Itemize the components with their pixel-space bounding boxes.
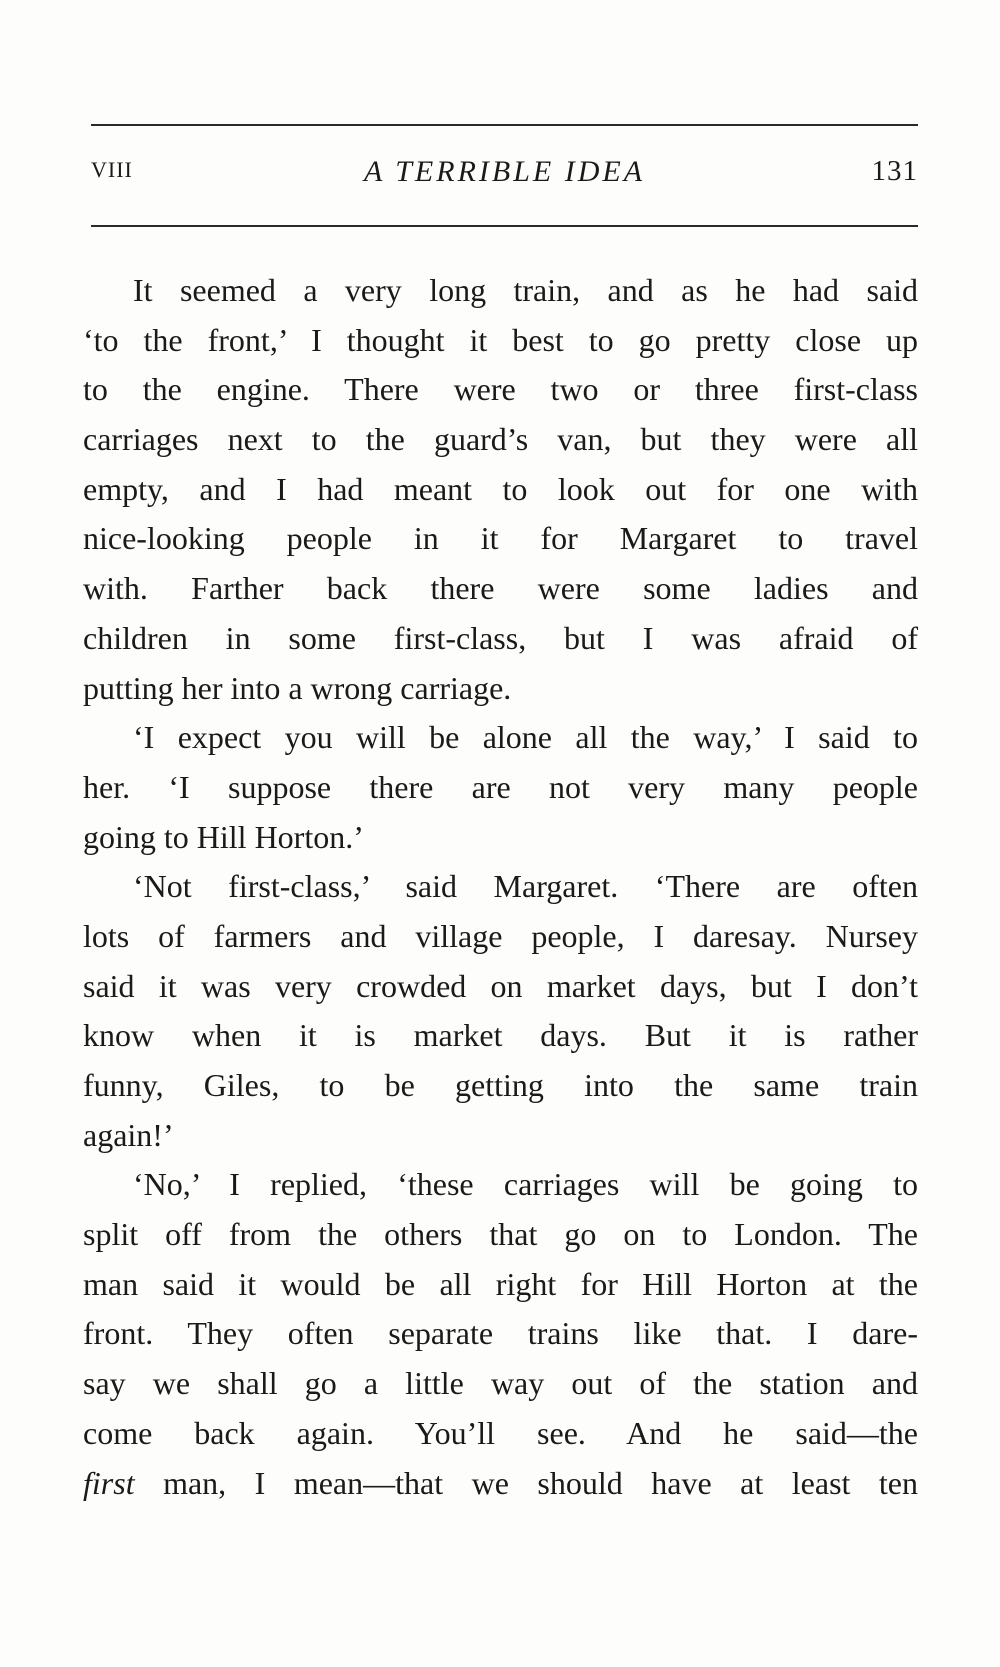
- text-line: with. Farther back there were some ladies and: [83, 570, 918, 607]
- text-line: funny, Giles, to be getting into the same train: [83, 1067, 918, 1103]
- header-top-rule: [91, 124, 918, 126]
- text-line: going to Hill Horton.’: [83, 818, 364, 855]
- text-line: ‘No,’ I replied, ‘these carriages will be going to: [133, 1166, 918, 1203]
- emphasis-first: first: [83, 1464, 135, 1501]
- running-title: A TERRIBLE IDEA: [363, 155, 646, 188]
- chapter-number: VIII: [91, 157, 133, 182]
- text-line: empty, and I had meant to look out for one with: [83, 470, 918, 507]
- running-head: [91, 155, 918, 195]
- text-line: come back again. You’ll see. And he said—the: [83, 1414, 918, 1451]
- text-line: say we shall go a little way out of the station and: [83, 1365, 918, 1402]
- text-line: carriages next to the guard’s van, but they were all: [83, 421, 918, 458]
- text-line: again!’: [83, 1116, 174, 1153]
- text-line: know when it is market days. But it is rather: [83, 1017, 918, 1054]
- text-line: children in some first-class, but I was afraid of: [83, 619, 918, 656]
- final-line-rest: man, I mean—that we should have at least ten: [134, 1464, 918, 1501]
- text-line: ‘Not first-class,’ said Margaret. ‘There are often: [133, 868, 918, 905]
- header-bottom-rule: [91, 225, 918, 227]
- text-line: front. They often separate trains like that. I dare-: [83, 1315, 918, 1352]
- body-text: [83, 266, 918, 1508]
- text-line-final: [83, 1459, 918, 1509]
- text-line: nice-looking people in it for Margaret to travel: [83, 520, 918, 557]
- text-line: split off from the others that go on to London. The: [83, 1216, 918, 1253]
- page-number: 131: [871, 155, 918, 187]
- text-line: It seemed a very long train, and as he had said: [133, 272, 918, 308]
- text-line: her. ‘I suppose there are not very many people: [83, 768, 918, 805]
- text-line: said it was very crowded on market days, but I don’t: [83, 967, 918, 1004]
- text-line: ‘I expect you will be alone all the way,’ I said to: [133, 719, 918, 756]
- text-line: putting her into a wrong carriage.: [83, 669, 512, 706]
- text-line: ‘to the front,’ I thought it best to go pretty close up: [83, 321, 918, 358]
- text-line: to the engine. There were two or three first-class: [83, 371, 918, 408]
- text-line: lots of farmers and village people, I daresay. Nursey: [83, 917, 918, 954]
- text-line: man said it would be all right for Hill Horton at the: [83, 1265, 918, 1302]
